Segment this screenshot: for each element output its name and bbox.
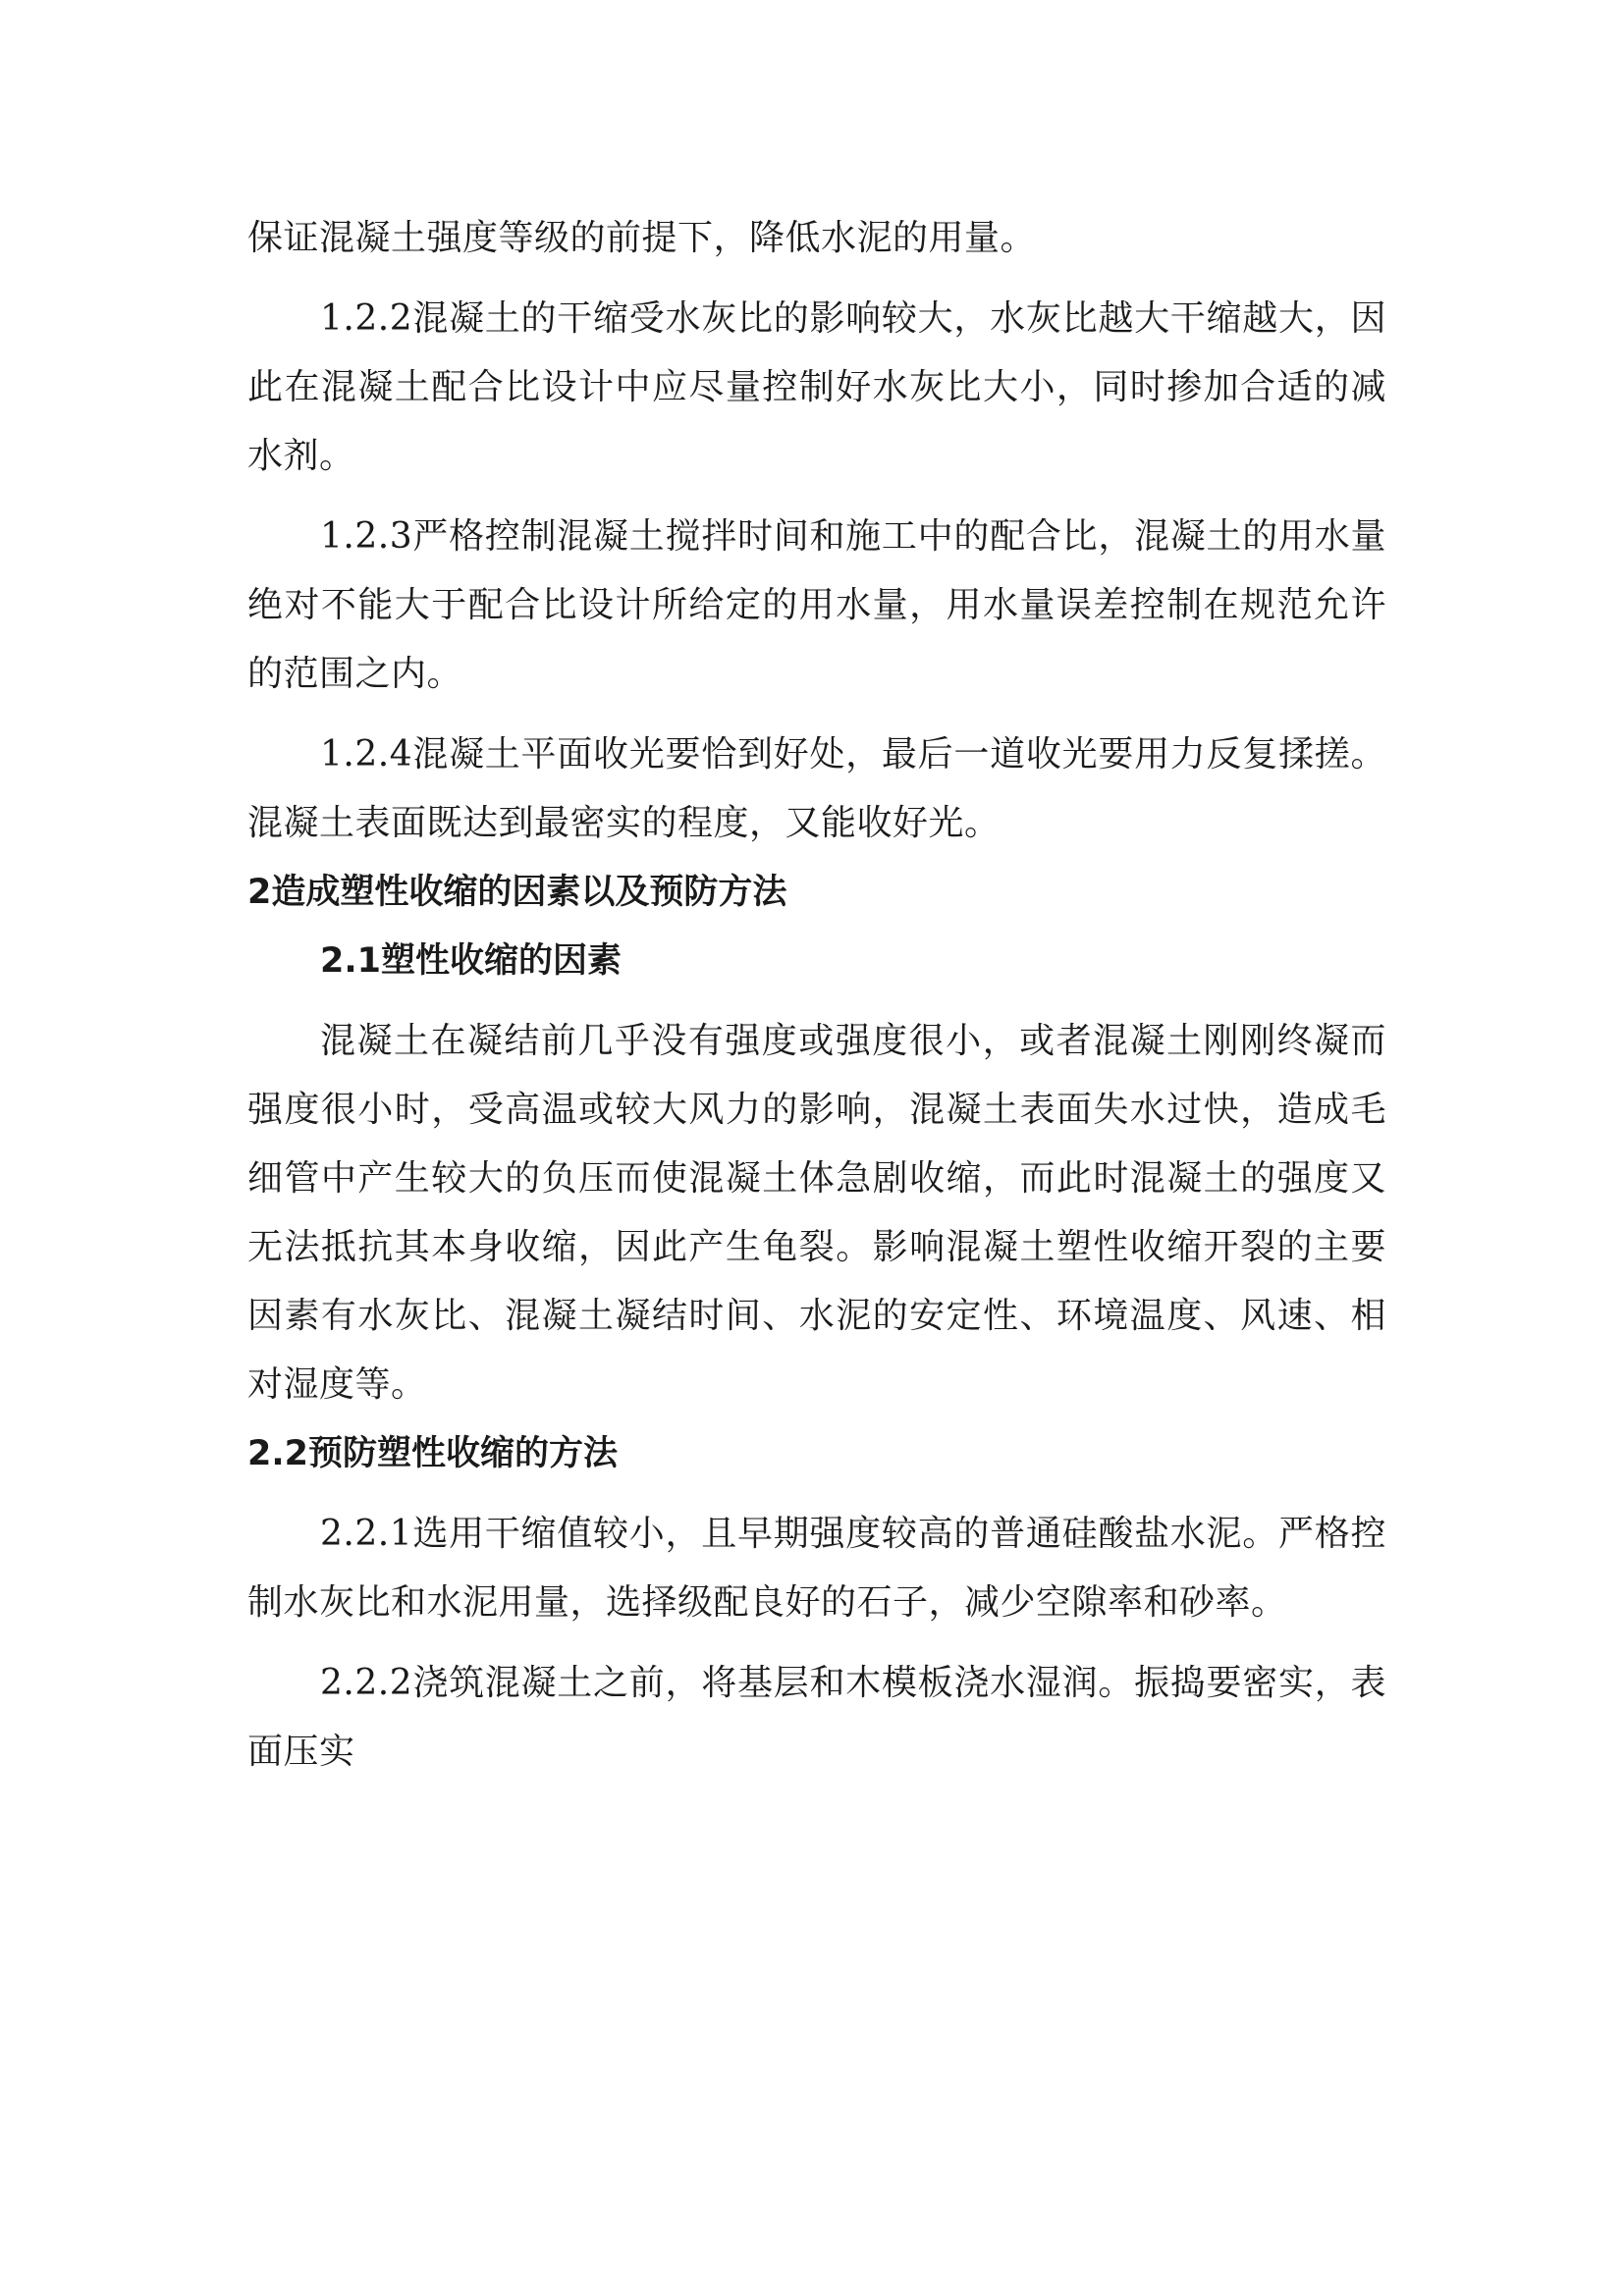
paragraph-plastic-shrinkage-factors: 混凝土在凝结前几乎没有强度或强度很小，或者混凝土刚刚终凝而强度很小时，受高温或较大风力的影响，混凝土表面失水过快，造成毛细管中产生较大的负压而使混凝土体急剧收缩，而此时混凝土的强度又无法抵抗其本身收缩，因此产生龟裂。影响混凝土塑性收缩开裂的主要因素有水灰比、混凝土凝结时间、水泥的安定性、环境温度、风速、相对湿度等。 [247,1021,1386,1405]
section-heading-2-2: 2.2预防塑性收缩的方法 [247,1434,619,1473]
paragraph-1-2-2: 1.2.2混凝土的干缩受水灰比的影响较大，水灰比越大干缩越大，因此在混凝土配合比设计中应尽量控制好水灰比大小，同时掺加合适的减水剂。 [247,298,1386,476]
paragraph-2-2-2: 2.2.2浇筑混凝土之前，将基层和木模板浇水湿润。振捣要密实，表面压实 [247,1663,1386,1772]
paragraph-1-2-3: 1.2.3严格控制混凝土搅拌时间和施工中的配合比，混凝土的用水量绝对不能大于配合比设计所给定的用水量，用水量误差控制在规范允许的范围之内。 [247,516,1386,694]
section-heading-2: 2造成塑性收缩的因素以及预防方法 [247,873,787,912]
section-heading-2-1: 2.1塑性收缩的因素 [320,941,623,981]
paragraph-2-2-1: 2.2.1选用干缩值较小，且早期强度较高的普通硅酸盐水泥。严格控制水灰比和水泥用量，选择级配良好的石子，减少空隙率和砂率。 [247,1514,1386,1623]
paragraph-continuation: 保证混凝土强度等级的前提下，降低水泥的用量。 [247,218,1037,258]
paragraph-1-2-4: 1.2.4混凝土平面收光要恰到好处，最后一道收光要用力反复揉搓。混凝土表面既达到最密实的程度，又能收好光。 [247,734,1386,843]
document-body [247,204,1386,1787]
